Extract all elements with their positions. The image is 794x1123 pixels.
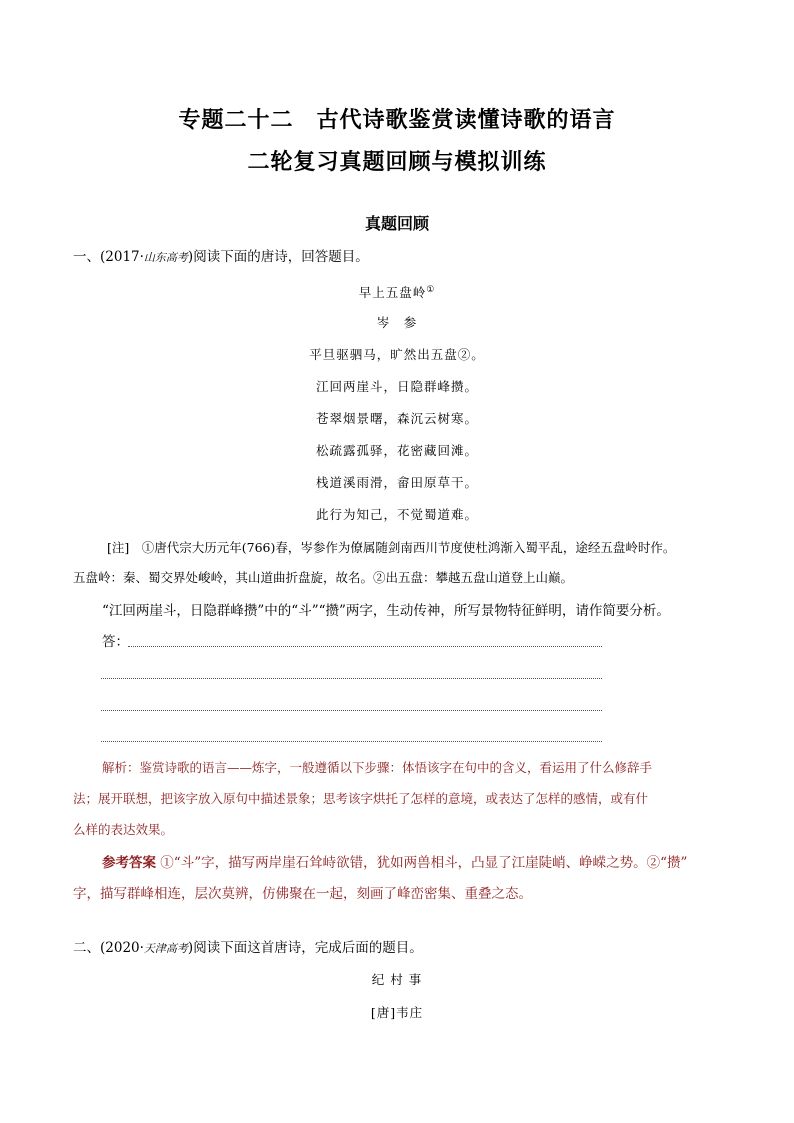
question-1-intro <box>73 247 369 268</box>
poem-1-line: 苍翠烟景曙，森沉云树寒。 <box>315 411 478 426</box>
question-1-prompt: )阅读下面的唐诗，回答题目。 <box>187 249 369 265</box>
section-heading: 真题回顾 <box>364 214 429 233</box>
question-2-prompt: )阅读下面这首唐诗，完成后面的题目。 <box>187 940 423 956</box>
poem-2-author: [唐]韦庄 <box>370 1005 424 1020</box>
poem-1-line: 此行为知己，不觉蜀道难。 <box>315 507 478 522</box>
poem-1-line: 江回两崖斗，日隐群峰攒。 <box>315 379 478 394</box>
poem-1-author: 岑 参 <box>376 315 418 330</box>
poem-1-note-1: [注] ①唐代宗大历元年(766)春，岑参作为僚属随剑南西川节度使杜鸿渐入蜀平乱，途经五盘岭时作。 <box>107 540 676 555</box>
poem-1-note-2: 五盘岭：秦、蜀交界处峻岭，其山道曲折盘旋，故名。②出五盘：攀越五盘山道登上山巅。 <box>73 570 574 585</box>
poem-1-title <box>0 280 794 303</box>
question-1-prefix: 一、(2017· <box>73 249 144 265</box>
question-2-intro <box>73 938 423 959</box>
analysis-line-1: 解析：鉴赏诗歌的语言——炼字，一般遵循以下步骤：体悟该字在句中的含义，看运用了什么修辞手 <box>102 760 653 775</box>
reference-answer-label: 参考答案 <box>102 855 156 871</box>
reference-answer-text: ①“斗”字，描写两岸崖石耸峙欲错，犹如两兽相斗，凸显了江崖陡峭、峥嵘之势。②“攒” <box>156 855 688 871</box>
reference-answer-1 <box>102 853 687 873</box>
question-1-source: 山东高考 <box>143 251 188 264</box>
question-1-text: “江回两崖斗，日隐群峰攒”中的“斗”“攒”两字，生动传神，所写景物特征鲜明，请作简要分析。 <box>102 603 670 619</box>
answer-line[interactable] <box>101 710 602 711</box>
poem-2-title: 纪 村 事 <box>371 972 423 987</box>
answer-line[interactable] <box>101 678 602 679</box>
poem-1-line: 栈道溪雨滑，畲田原草干。 <box>315 475 478 490</box>
analysis-line-3: 么样的表达效果。 <box>73 822 174 837</box>
poem-1-line: 平旦驱驷马，旷然出五盘②。 <box>309 347 485 362</box>
question-2-prefix: 二、(2020· <box>73 940 144 956</box>
reference-answer-2: 字，描写群峰相连，层次莫辨，仿佛聚在一起，刻画了峰峦密集、重叠之态。 <box>73 886 532 902</box>
analysis-line-2: 法；展开联想，把该字放入原句中描述景象；思考该字烘托了怎样的意境，或表达了怎样的感情，或有什 <box>73 791 649 806</box>
poem-1-title-text: 早上五盘岭 <box>358 285 427 301</box>
answer-line[interactable] <box>128 646 602 647</box>
poem-1-title-mark: ① <box>426 285 436 295</box>
answer-label: 答： <box>102 634 129 650</box>
answer-line[interactable] <box>101 741 602 742</box>
question-2-source: 天津高考 <box>143 942 188 955</box>
title-line-2: 二轮复习真题回顾与模拟训练 <box>247 150 547 175</box>
title-line-1: 专题二十二 古代诗歌鉴赏读懂诗歌的语言 <box>178 108 616 133</box>
poem-1-line: 松疏露孤驿，花密藏回滩。 <box>315 443 478 458</box>
